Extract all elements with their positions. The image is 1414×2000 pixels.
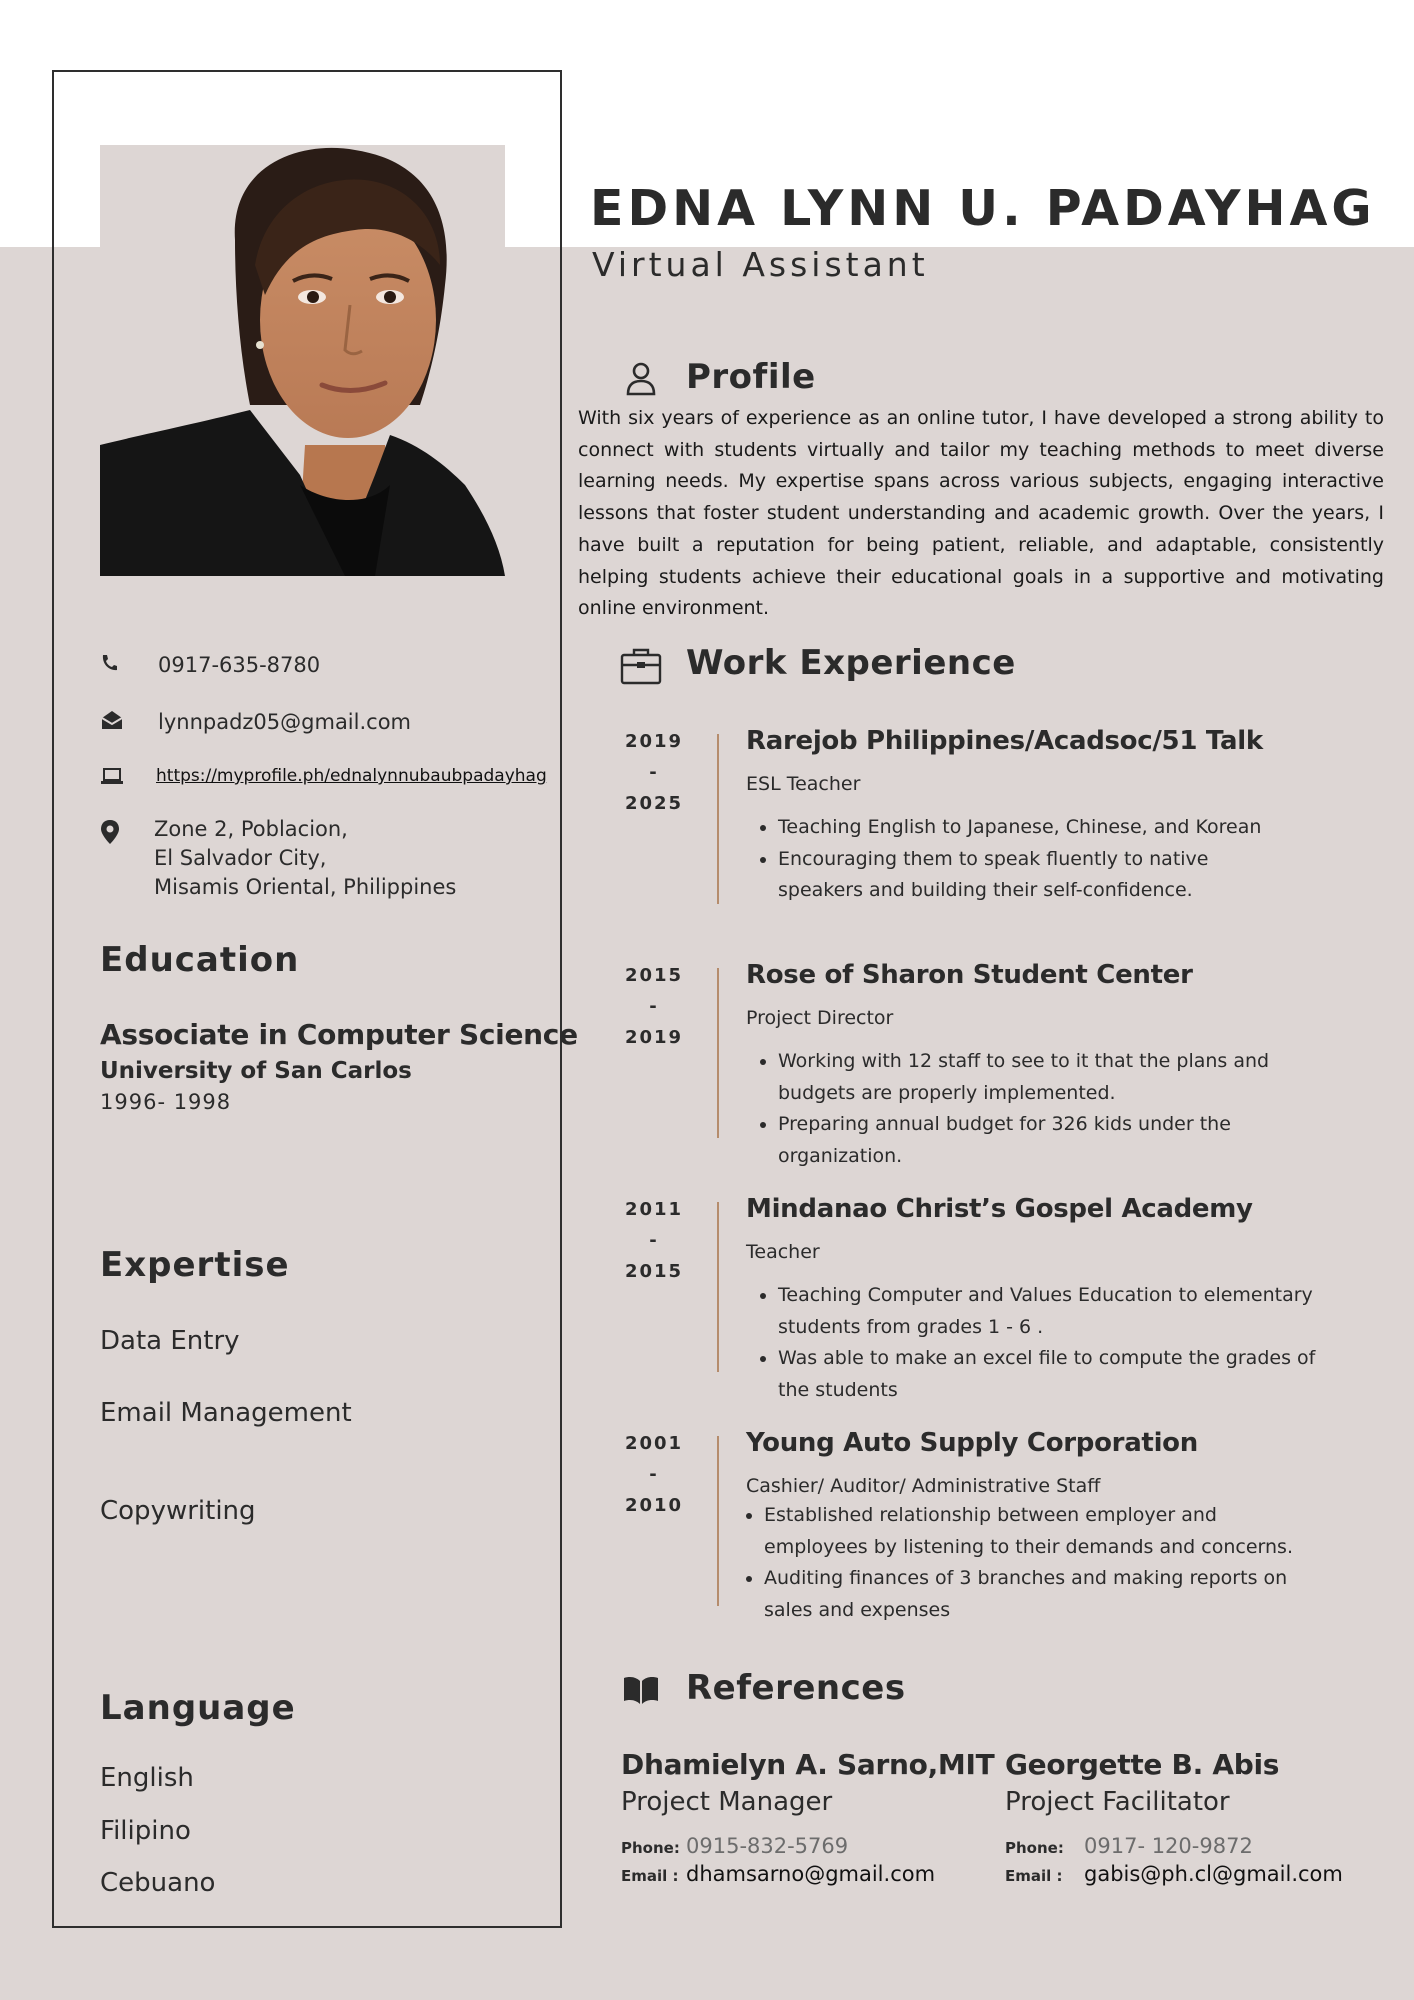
profile-photo bbox=[100, 145, 505, 576]
job-entry bbox=[600, 960, 1390, 1167]
job-bullets bbox=[746, 812, 1298, 907]
job-bullet: • Encouraging them to speak fluently to native speakers and building their self-confidence. bbox=[778, 844, 1298, 907]
reference-name: Georgette B. Abis bbox=[1005, 1748, 1280, 1781]
education-years: 1996- 1998 bbox=[100, 1090, 232, 1114]
language-heading: Language bbox=[100, 1688, 296, 1728]
language-item: Filipino bbox=[100, 1816, 191, 1846]
job-title: Project Director bbox=[746, 1007, 894, 1029]
job-title: Cashier/ Auditor/ Administrative Staff bbox=[746, 1475, 1101, 1497]
job-company: Young Auto Supply Corporation bbox=[746, 1428, 1198, 1458]
references-heading: References bbox=[686, 1668, 906, 1708]
map-pin-icon bbox=[100, 815, 136, 849]
address-line-2: El Salvador City, bbox=[154, 846, 327, 870]
job-year-dash: - bbox=[649, 1464, 659, 1485]
website-link[interactable]: https://myprofile.ph/ednalynnubaubpadayhag bbox=[156, 766, 547, 786]
reference-phone-row bbox=[621, 1834, 848, 1858]
work-experience-heading: Work Experience bbox=[686, 643, 1016, 683]
job-year-dash: - bbox=[649, 996, 659, 1017]
reference-role: Project Facilitator bbox=[1005, 1787, 1230, 1817]
reference-phone: 0917- 120-9872 bbox=[1084, 1834, 1253, 1858]
contact-email bbox=[100, 708, 411, 737]
job-start-year: 2001 bbox=[624, 1433, 684, 1454]
job-company: Rarejob Philippines/Acadsoc/51 Talk bbox=[746, 726, 1263, 756]
laptop-icon bbox=[100, 764, 136, 788]
timeline-line bbox=[717, 1202, 719, 1372]
job-year-dash: - bbox=[649, 762, 659, 783]
job-company: Rose of Sharon Student Center bbox=[746, 960, 1193, 990]
profile-heading: Profile bbox=[686, 357, 816, 397]
contact-website bbox=[100, 764, 547, 788]
reference-email[interactable]: dhamsarno@gmail.com bbox=[686, 1862, 936, 1886]
expertise-item: Email Management bbox=[100, 1398, 352, 1428]
job-years bbox=[600, 726, 708, 819]
expertise-heading: Expertise bbox=[100, 1245, 290, 1285]
timeline-line bbox=[717, 734, 719, 904]
user-icon bbox=[620, 358, 662, 400]
contact-phone bbox=[100, 651, 320, 680]
reference-phone-row bbox=[1005, 1834, 1253, 1858]
phone-icon bbox=[100, 651, 136, 675]
contact-address bbox=[100, 815, 456, 902]
job-bullet: • Preparing annual budget for 326 kids under the organization. bbox=[778, 1109, 1298, 1172]
envelope-icon bbox=[100, 708, 136, 732]
job-end-year: 2025 bbox=[624, 793, 684, 814]
profile-text: With six years of experience as an online tutor, I have developed a strong ability to connect with students virtually and tailor my teaching methods to meet diverse learning needs. My expertise spans across various subjects, engaging interactive lessons that foster student understanding and academic growth. Over the years, I have built a reputation for being patient, reliable, and adaptable, consistently helping students achieve their educational goals in a supportive and motivating online environment. bbox=[578, 407, 1384, 620]
job-bullet: • Working with 12 staff to see to it that the plans and budgets are properly implemented. bbox=[778, 1046, 1298, 1109]
phone-text: 0917-635-8780 bbox=[158, 653, 321, 677]
job-years bbox=[600, 1428, 708, 1521]
education-heading: Education bbox=[100, 940, 300, 980]
expertise-item: Data Entry bbox=[100, 1326, 240, 1356]
email-label: Email : bbox=[1005, 1867, 1063, 1885]
address-line-1: Zone 2, Poblacion, bbox=[154, 817, 348, 841]
timeline-line bbox=[717, 968, 719, 1138]
phone-label: Phone: bbox=[1005, 1839, 1064, 1857]
job-end-year: 2015 bbox=[624, 1261, 684, 1282]
job-years bbox=[600, 1194, 708, 1287]
education-degree: Associate in Computer Science bbox=[100, 1018, 578, 1051]
reference-phone: 0915-832-5769 bbox=[686, 1834, 849, 1858]
job-role: Virtual Assistant bbox=[592, 245, 929, 284]
timeline-line bbox=[717, 1436, 719, 1606]
job-start-year: 2011 bbox=[624, 1199, 684, 1220]
expertise-item: Copywriting bbox=[100, 1496, 256, 1526]
reference-card bbox=[1005, 1748, 1385, 1898]
job-bullets bbox=[732, 1500, 1314, 1626]
job-entry bbox=[600, 1194, 1390, 1401]
job-title: Teacher bbox=[746, 1241, 820, 1263]
job-bullet: • Established relationship between employer and employees by listening to their demands and concerns. bbox=[764, 1500, 1314, 1563]
job-year-dash: - bbox=[649, 1230, 659, 1251]
reference-email-row bbox=[621, 1862, 935, 1886]
email-text[interactable]: lynnpadz05@gmail.com bbox=[158, 710, 412, 734]
job-bullet: • Auditing finances of 3 branches and making reports on sales and expenses bbox=[764, 1563, 1314, 1626]
education-school: University of San Carlos bbox=[100, 1058, 412, 1084]
address-line-3: Misamis Oriental, Philippines bbox=[154, 875, 457, 899]
email-label: Email : bbox=[621, 1867, 679, 1885]
job-start-year: 2019 bbox=[624, 731, 684, 752]
language-item: English bbox=[100, 1763, 194, 1793]
book-icon bbox=[622, 1672, 664, 1714]
language-item: Cebuano bbox=[100, 1868, 216, 1898]
job-end-year: 2010 bbox=[624, 1495, 684, 1516]
reference-card bbox=[621, 1748, 1001, 1898]
job-bullet: • Was able to make an excel file to compute the grades of the students bbox=[778, 1343, 1328, 1406]
reference-role: Project Manager bbox=[621, 1787, 833, 1817]
job-entry bbox=[600, 1428, 1390, 1668]
job-bullets bbox=[746, 1280, 1328, 1406]
reference-email-row bbox=[1005, 1862, 1343, 1886]
reference-email[interactable]: gabis@ph.cl@gmail.com bbox=[1084, 1862, 1343, 1886]
full-name: EDNA LYNN U. PADAYHAG bbox=[590, 180, 1376, 237]
reference-name: Dhamielyn A. Sarno,MIT bbox=[621, 1748, 995, 1781]
job-bullet: • Teaching Computer and Values Education to elementary students from grades 1 - 6 . bbox=[778, 1280, 1328, 1343]
job-bullets bbox=[746, 1046, 1298, 1172]
job-years bbox=[600, 960, 708, 1053]
job-entry bbox=[600, 726, 1390, 906]
job-start-year: 2015 bbox=[624, 965, 684, 986]
job-company: Mindanao Christ’s Gospel Academy bbox=[746, 1194, 1253, 1224]
briefcase-icon bbox=[620, 645, 662, 687]
job-end-year: 2019 bbox=[624, 1027, 684, 1048]
address-block bbox=[154, 815, 456, 902]
job-bullet: • Teaching English to Japanese, Chinese, and Korean bbox=[778, 812, 1298, 844]
phone-label: Phone: bbox=[621, 1839, 680, 1857]
job-title: ESL Teacher bbox=[746, 773, 861, 795]
